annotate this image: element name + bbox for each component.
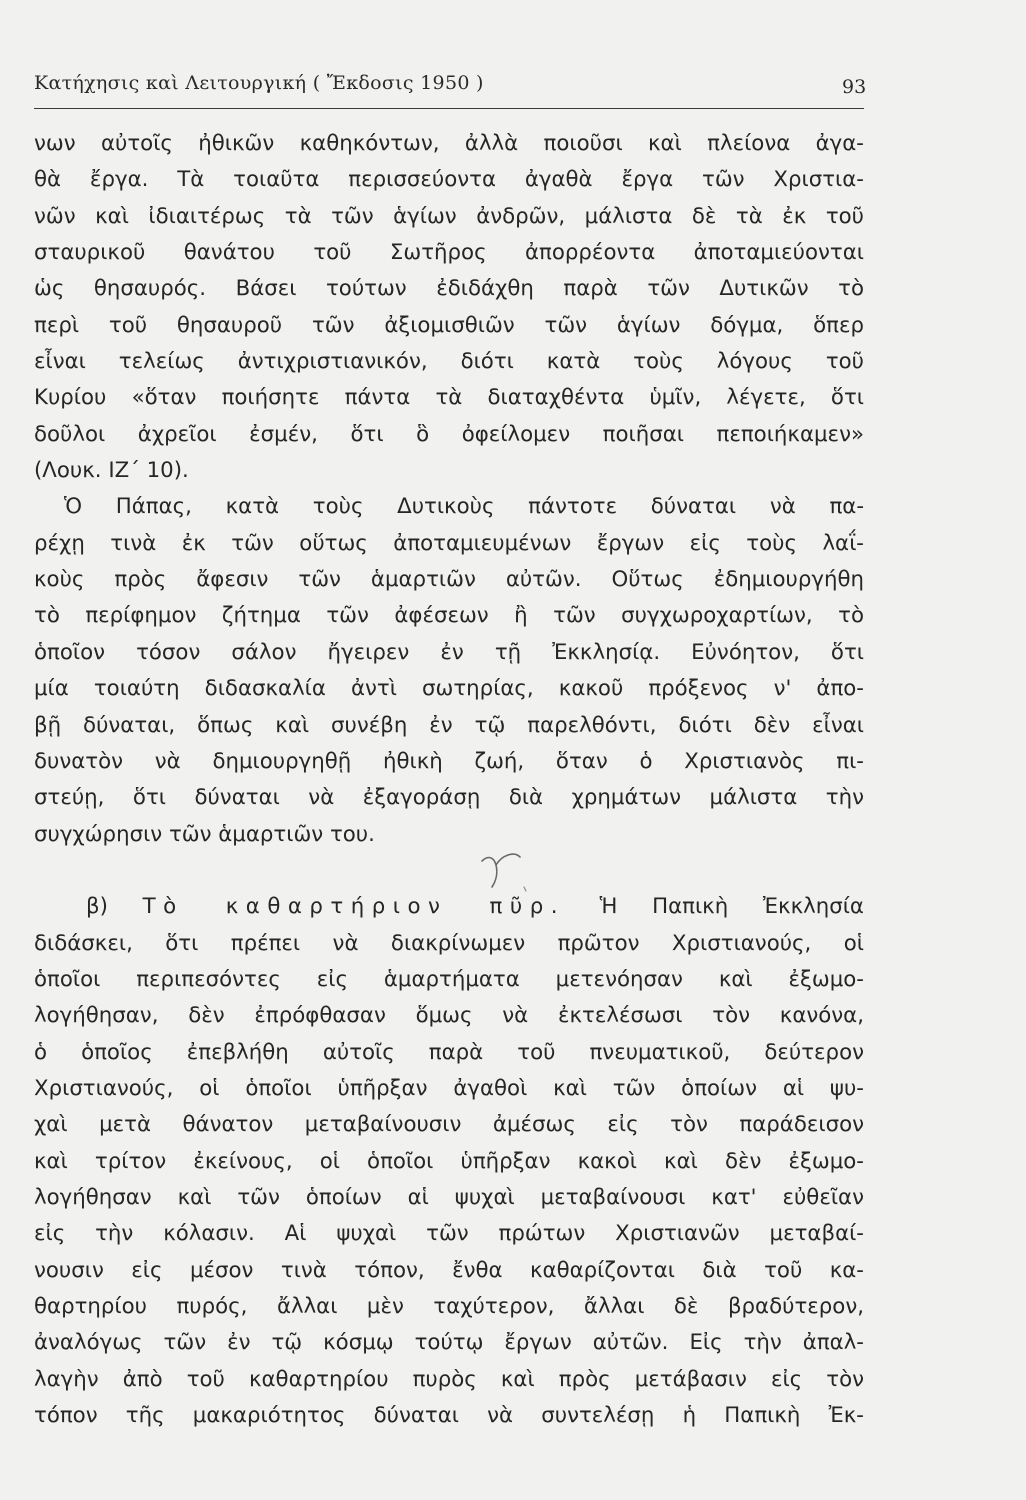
text-line: λογήθησαν καὶ τῶν ὁποίων αἱ ψυχαὶ μεταβαίνουσι κατ' εὐθεῖαν: [34, 1184, 864, 1210]
text-line: τόπον τῆς μακαριότητος δύναται νὰ συντελέσῃ ἡ Παπικὴ Ἐκ-: [34, 1403, 864, 1429]
paragraph-continuation: [34, 126, 864, 489]
text-line: θαρτηρίου πυρός, ἄλλαι μὲν ταχύτερον, ἄλλαι δὲ βραδύτερον,: [34, 1294, 864, 1319]
section-label: β): [86, 894, 108, 920]
text-line: συγχώρησιν τῶν ἁμαρτιῶν του.: [34, 821, 375, 847]
section-heading-line: [34, 889, 864, 925]
text-line: εἰς τὴν κόλασιν. Αἱ ψυχαὶ τῶν πρώτων Χριστιανῶν μεταβαί-: [34, 1221, 864, 1247]
text-line: ἀναλόγως τῶν ἐν τῷ κόσμῳ τούτῳ ἔργων αὐτῶν. Εἰς τὴν ἀπαλ-: [34, 1330, 864, 1356]
text-line: βῇ δύναται, ὅπως καὶ συνέβη ἐν τῷ παρελθόντι, διότι δὲν εἶναι: [34, 712, 864, 738]
text-line: δοῦλοι ἀχρεῖοι ἐσμέν, ὅτι ὃ ὀφείλομεν ποιῆσαι πεποιήκαμεν»: [34, 421, 864, 447]
text-line: Ἡ Παπικὴ Ἐκκλησία: [599, 894, 864, 920]
text-line: μία τοιαύτη διδασκαλία ἀντὶ σωτηρίας, κακοῦ πρόξενος ν' ἀπο-: [34, 676, 864, 702]
text-line: ὁ ὁποῖος ἐπεβλήθη αὐτοῖς παρὰ τοῦ πνευματικοῦ, δεύτερον: [34, 1039, 864, 1065]
text-line: ὁποῖοι περιπεσόντες εἰς ἁμαρτήματα μετενόησαν καὶ ἐξωμο-: [34, 966, 864, 992]
text-line: στεύῃ, ὅτι δύναται νὰ ἐξαγοράσῃ διὰ χρημάτων μάλιστα τὴν: [34, 785, 864, 811]
text-line: (Λουκ. ΙΖ΄ 10).: [34, 458, 189, 484]
text-line: λογήθησαν, δὲν ἐπρόφθασαν ὅμως νὰ ἐκτελέσωσι τὸν κανόνα,: [34, 1003, 864, 1029]
text-line: Χριστιανούς, οἱ ὁποῖοι ὑπῆρξαν ἀγαθοὶ καὶ τῶν ὁποίων αἱ ψυ-: [34, 1075, 864, 1101]
text-line: νουσιν εἰς μέσον τινὰ τόπον, ἔνθα καθαρίζονται διὰ τοῦ κα-: [34, 1257, 864, 1283]
text-line: διδάσκει, ὅτι πρέπει νὰ διακρίνωμεν πρῶτον Χριστιανούς, οἱ: [34, 930, 864, 956]
text-line: δυνατὸν νὰ δημιουργηθῇ ἠθικὴ ζωή, ὅταν ὁ Χριστιανὸς πι-: [34, 748, 864, 774]
page-number: 93: [842, 76, 867, 98]
text-line: εἶναι τελείως ἀντιχριστιανικόν, διότι κατὰ τοὺς λόγους τοῦ: [34, 349, 864, 375]
text-line: σταυρικοῦ θανάτου τοῦ Σωτῆρος ἀπορρέοντα ἀποταμιεύονται: [34, 240, 864, 266]
text-line: νων αὐτοῖς ἠθικῶν καθηκόντων, ἀλλὰ ποιοῦσι καὶ πλείονα ἀγα-: [34, 131, 864, 156]
header-rule: [34, 108, 864, 109]
text-line: θὰ ἔργα. Τὰ τοιαῦτα περισσεύοντα ἀγαθὰ ἔργα τῶν Χριστια-: [34, 167, 864, 193]
text-line: ρέχῃ τινὰ ἐκ τῶν οὕτως ἀποταμιευμένων ἔργων εἰς τοὺς λαΐ-: [34, 530, 864, 556]
paragraph-purgatory: [34, 889, 864, 1434]
text-line: κοὺς πρὸς ἄφεσιν τῶν ἁμαρτιῶν αὐτῶν. Οὕτως ἐδημιουργήθη: [34, 567, 864, 593]
text-line: ὡς θησαυρός. Βάσει τούτων ἐδιδάχθη παρὰ τῶν Δυτικῶν τὸ: [34, 276, 864, 302]
text-line: λαγὴν ἀπὸ τοῦ καθαρτηρίου πυρὸς καὶ πρὸς μετάβασιν εἰς τὸν: [34, 1366, 864, 1392]
text-line: τὸ περίφημον ζήτημα τῶν ἀφέσεων ἢ τῶν συγχωροχαρτίων, τὸ: [34, 603, 864, 629]
text-line: Ὁ Πάπας, κατὰ τοὺς Δυτικοὺς πάντοτε δύναται νὰ πα-: [64, 494, 864, 520]
text-line: ὁποῖον τόσον σάλον ἤγειρεν ἐν τῇ Ἐκκλησίᾳ. Εὐνόητον, ὅτι: [34, 639, 864, 665]
text-line: καὶ τρίτον ἐκείνους, οἱ ὁποῖοι ὑπῆρξαν κακοὶ καὶ δὲν ἐξωμο-: [34, 1148, 864, 1174]
running-title: Κατήχησις καὶ Λειτουργική ( Ἔκδοσις 1950 ): [34, 72, 484, 94]
text-line: νῶν καὶ ἰδιαιτέρως τὰ τῶν ἁγίων ἀνδρῶν, μάλιστα δὲ τὰ ἐκ τοῦ: [34, 203, 864, 229]
section-gap: [34, 853, 864, 889]
text-line: περὶ τοῦ θησαυροῦ τῶν ἀξιομισθιῶν τῶν ἁγίων δόγμα, ὅπερ: [34, 312, 864, 338]
handwritten-mark-icon: [474, 847, 534, 895]
text-line: Κυρίου «ὅταν ποιήσητε πάντα τὰ διαταχθέντα ὑμῖν, λέγετε, ὅτι: [34, 385, 864, 411]
body-text: [34, 126, 864, 1434]
paragraph-pope: [34, 489, 864, 852]
section-title: Τὸ καθαρτήριον πῦρ.: [142, 894, 565, 920]
text-line: χαὶ μετὰ θάνατον μεταβαίνουσιν ἀμέσως εἰς τὸν παράδεισον: [34, 1112, 864, 1138]
